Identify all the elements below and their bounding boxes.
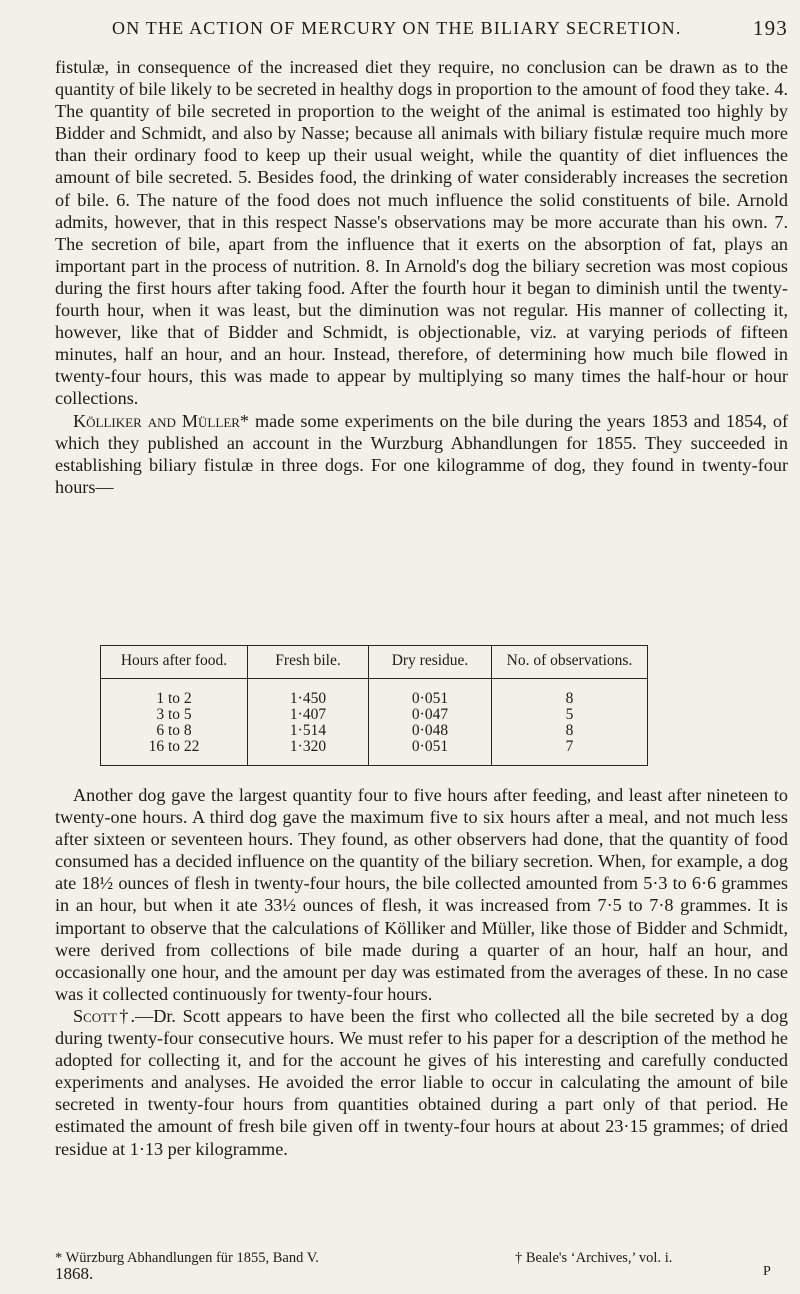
running-title: ON THE ACTION OF MERCURY ON THE BILIARY SECRETION. <box>112 18 682 38</box>
table-cell: 8 <box>492 679 648 708</box>
paragraph-1: fistulæ, in consequence of the increased diet they require, no conclusion can be drawn as to the quantity of bile likely to be secreted in healthy dogs in proportion to the amount of food they take. 4. The quantity of bile secreted in proportion to the weight of the animal is estimated too highly by Bidder and Schmidt, and also by Nasse; because all animals with biliary fistulæ require much more than their ordinary food to keep up their usual weight, while the quantity of diet influences the amount of bile secreted. 5. Besides food, the drinking of water considerably increases the secretion of bile. 6. The nature of the food does not much influence the solid constituents of bile. Arnold admits, however, that in this respect Nasse's observations may be more accurate than his own. 7. The secretion of bile, apart from the influence that it exerts on the absorption of fat, plays an important part in the process of nutrition. 8. In Arnold's dog the biliary secretion was most copious during the first hours after taking food. After the fourth hour it began to diminish until the twenty-fourth hour, when it was least, but the diminution was not regular. His manner of collecting it, however, like that of Bidder and Schmidt, is objectionable, viz. at varying periods of fifteen minutes, half an hour, and an hour. Instead, therefore, of determining how much bile flowed in twenty-four hours, this was made to appear by multiplying so many times the half-hour or hour collections. <box>55 57 788 409</box>
paragraph-2-lead: Kölliker and Müller* <box>73 410 250 431</box>
table-cell: 1·320 <box>248 739 369 766</box>
footnote-beale: † Beale's ‘Archives,’ vol. i. <box>515 1250 673 1266</box>
table-cell: 0·051 <box>369 739 492 766</box>
paragraph-4 <box>55 1005 788 1160</box>
col-hours-header: Hours after food. <box>101 646 248 679</box>
signature-mark: P <box>763 1264 771 1279</box>
col-dry-residue-header: Dry residue. <box>369 646 492 679</box>
table-cell: 0·047 <box>369 707 492 723</box>
signature-year: 1868. <box>55 1264 94 1283</box>
page-number: 193 <box>752 16 788 40</box>
table-cell: 6 to 8 <box>101 723 248 739</box>
table-cell: 3 to 5 <box>101 707 248 723</box>
paragraph-4-text: —Dr. Scott appears to have been the first who collected all the bile secreted by a dog during twenty-four consecutive hours. We must refer to his paper for a description of the method he adopted for collecting it, and for the account he gives of his interesting and carefully conducted experiments and analyses. He avoided the error liable to occur in calculating the amount of bile secreted in twenty-four hours from quantities obtained during a part only of that period. He estimated the amount of fresh bile given off in twenty-four hours at about 23·15 grammes; of dried residue at 1·13 per kilogramme. <box>55 1005 789 1159</box>
table-cell: 8 <box>492 723 648 739</box>
col-fresh-bile-header: Fresh bile. <box>248 646 369 679</box>
paragraph-2 <box>55 410 788 498</box>
table-cell: 5 <box>492 707 648 723</box>
table-cell: 1·514 <box>248 723 369 739</box>
table-row <box>101 723 648 739</box>
table-cell: 1·407 <box>248 707 369 723</box>
running-header <box>112 18 788 39</box>
table-cell: 0·048 <box>369 723 492 739</box>
paragraph-2-text: made some experiments on the bile during the years 1853 and 1854, of which they published an account in the Wurzburg Abhandlungen for 1855. They succeeded in establishing biliary fistulæ in three dogs. For one kilogramme of dog, they found in twenty-four hours— <box>55 410 788 497</box>
table-row <box>101 739 648 766</box>
body-text-continued <box>55 784 788 1160</box>
table-cell: 1 to 2 <box>101 679 248 708</box>
paragraph-4-lead: Scott†. <box>73 1005 135 1026</box>
bile-data-table <box>100 645 648 766</box>
footnote-wurzburg: * Würzburg Abhandlungen für 1855, Band V. <box>55 1250 319 1266</box>
paragraph-3: Another dog gave the largest quantity four to five hours after feeding, and least after nineteen to twenty-one hours. A third dog gave the maximum five to six hours after a meal, and not much less after sixteen or seventeen hours. They found, as other observers had done, that the quantity of food consumed has a decided influence on the quantity of the biliary secretion. When, for example, a dog ate 18½ ounces of flesh in twenty-four hours, the bile collected amounted from 5·3 to 6·6 grammes in an hour, but when it ate 33½ ounces of flesh, it was increased from 7·5 to 7·8 grammes. It is important to observe that the calculations of Kölliker and Müller, like those of Bidder and Schmidt, were derived from collections of bile made during a quarter of an hour, half an hour, and occasionally one hour, and the amount per day was estimated from the averages of these. In no case was it collected continuously for twenty-four hours. <box>55 785 788 1004</box>
table-row <box>101 679 648 708</box>
table-cell: 0·051 <box>369 679 492 708</box>
table-row <box>101 707 648 723</box>
body-text <box>55 56 788 498</box>
table-cell: 16 to 22 <box>101 739 248 766</box>
table-cell: 7 <box>492 739 648 766</box>
table-cell: 1·450 <box>248 679 369 708</box>
signature-line <box>55 1264 788 1284</box>
table-header-row <box>101 646 648 679</box>
col-observations-header: No. of observations. <box>492 646 648 679</box>
